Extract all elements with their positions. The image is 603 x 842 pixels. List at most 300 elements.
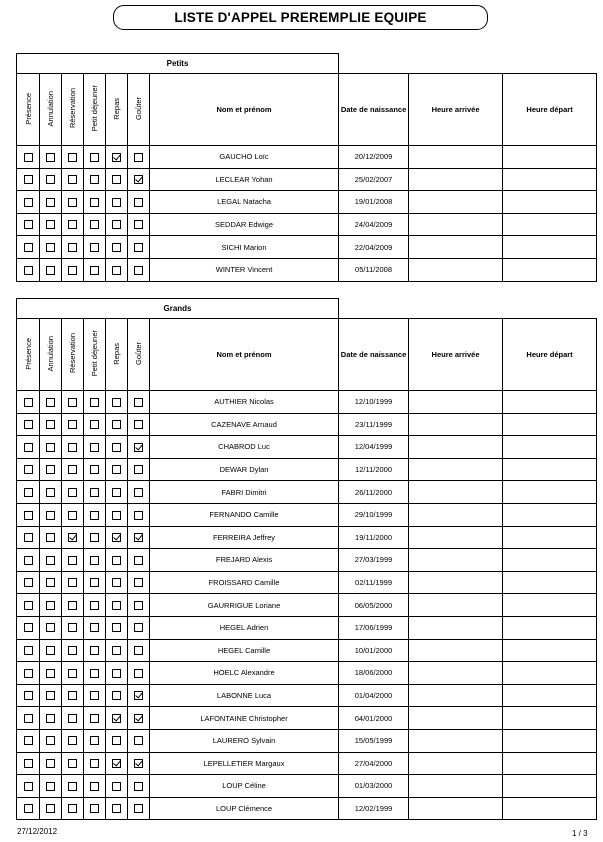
presence-checkbox[interactable] (24, 533, 33, 542)
annulation-checkbox[interactable] (46, 153, 55, 162)
reservation-checkbox[interactable] (68, 691, 77, 700)
checkbox-cell (17, 258, 40, 281)
repas-checkbox[interactable] (112, 511, 121, 520)
departure-time-field[interactable] (503, 458, 597, 481)
annulation-checkbox[interactable] (46, 220, 55, 229)
checkbox-cell (106, 168, 128, 191)
petit-dejeuner-checkbox[interactable] (90, 420, 99, 429)
checkbox-cell (106, 684, 128, 707)
page-title: LISTE D'APPEL PREREMPLIE EQUIPE (113, 5, 488, 30)
reservation-checkbox[interactable] (68, 443, 77, 452)
checkbox-cell (84, 526, 106, 549)
arrival-time-field[interactable] (409, 436, 503, 459)
arrival-time-field[interactable] (409, 191, 503, 214)
arrival-time-field[interactable] (409, 458, 503, 481)
arrival-time-field[interactable] (409, 684, 503, 707)
checkbox-cell (84, 168, 106, 191)
annulation-checkbox[interactable] (46, 669, 55, 678)
table-row (17, 526, 597, 549)
checkbox-cell (40, 707, 62, 730)
departure-time-field[interactable] (503, 549, 597, 572)
reservation-checkbox[interactable] (68, 488, 77, 497)
gouter-checkbox[interactable] (134, 243, 143, 252)
repas-checkbox[interactable] (112, 646, 121, 655)
gouter-checkbox[interactable] (134, 623, 143, 632)
departure-time-field[interactable] (503, 213, 597, 236)
checkbox-cell (17, 213, 40, 236)
table-row (17, 481, 597, 504)
repas-checkbox[interactable] (112, 175, 121, 184)
reservation-checkbox[interactable] (68, 669, 77, 678)
repas-checkbox[interactable] (112, 578, 121, 587)
checkbox-cell (62, 797, 84, 820)
arrival-time-field[interactable] (409, 503, 503, 526)
annulation-checkbox[interactable] (46, 556, 55, 565)
birth-date: 04/01/2000 (339, 707, 409, 730)
annulation-checkbox[interactable] (46, 578, 55, 587)
presence-checkbox[interactable] (24, 465, 33, 474)
departure-time-field[interactable] (503, 391, 597, 414)
departure-time-field[interactable] (503, 616, 597, 639)
presence-checkbox[interactable] (24, 736, 33, 745)
repas-checkbox[interactable] (112, 443, 121, 452)
arrival-time-field[interactable] (409, 752, 503, 775)
petit-dejeuner-checkbox[interactable] (90, 646, 99, 655)
checkbox-cell (128, 526, 150, 549)
checkbox-cell (84, 662, 106, 685)
repas-checkbox[interactable] (112, 220, 121, 229)
checkbox-cell (84, 146, 106, 169)
table-row (17, 549, 597, 572)
departure-time-field[interactable] (503, 594, 597, 617)
departure-time-field[interactable] (503, 797, 597, 820)
birth-date: 01/03/2000 (339, 775, 409, 798)
repas-checkbox[interactable] (112, 601, 121, 610)
presence-checkbox[interactable] (24, 420, 33, 429)
repas-checkbox[interactable] (112, 782, 121, 791)
gouter-checkbox[interactable] (134, 465, 143, 474)
gouter-checkbox[interactable] (134, 443, 143, 452)
petit-dejeuner-checkbox[interactable] (90, 533, 99, 542)
reservation-checkbox[interactable] (68, 511, 77, 520)
annulation-checkbox[interactable] (46, 533, 55, 542)
child-name: FABRI Dimitri (150, 481, 339, 504)
petit-dejeuner-checkbox[interactable] (90, 398, 99, 407)
arrival-time-field[interactable] (409, 549, 503, 572)
repas-checkbox[interactable] (112, 556, 121, 565)
checkbox-cell (84, 549, 106, 572)
presence-checkbox[interactable] (24, 646, 33, 655)
annulation-checkbox[interactable] (46, 691, 55, 700)
arrival-time-field[interactable] (409, 236, 503, 259)
departure-time-field[interactable] (503, 707, 597, 730)
checkbox-cell (128, 729, 150, 752)
annulation-checkbox[interactable] (46, 804, 55, 813)
gouter-checkbox[interactable] (134, 669, 143, 678)
petit-dejeuner-checkbox[interactable] (90, 601, 99, 610)
presence-checkbox[interactable] (24, 669, 33, 678)
arrival-time-field[interactable] (409, 526, 503, 549)
checkbox-cell (17, 236, 40, 259)
reservation-checkbox[interactable] (68, 175, 77, 184)
reservation-checkbox[interactable] (68, 714, 77, 723)
petit-dejeuner-checkbox[interactable] (90, 153, 99, 162)
reservation-checkbox[interactable] (68, 782, 77, 791)
column-header-label: Goûter (134, 342, 143, 365)
departure-time-field[interactable] (503, 526, 597, 549)
checkbox-cell (40, 458, 62, 481)
reservation-checkbox[interactable] (68, 759, 77, 768)
checkbox-cell (17, 503, 40, 526)
gouter-checkbox[interactable] (134, 220, 143, 229)
annulation-checkbox[interactable] (46, 511, 55, 520)
departure-time-field[interactable] (503, 639, 597, 662)
gouter-checkbox[interactable] (134, 556, 143, 565)
gouter-checkbox[interactable] (134, 578, 143, 587)
petit-dejeuner-checkbox[interactable] (90, 220, 99, 229)
presence-checkbox[interactable] (24, 511, 33, 520)
departure-time-field[interactable] (503, 503, 597, 526)
petit-dejeuner-checkbox[interactable] (90, 465, 99, 474)
reservation-checkbox[interactable] (68, 646, 77, 655)
column-header-reservation (62, 74, 84, 146)
gouter-checkbox[interactable] (134, 511, 143, 520)
gouter-checkbox[interactable] (134, 266, 143, 275)
petit-dejeuner-checkbox[interactable] (90, 691, 99, 700)
repas-checkbox[interactable] (112, 623, 121, 632)
petit-dejeuner-checkbox[interactable] (90, 198, 99, 207)
annulation-checkbox[interactable] (46, 736, 55, 745)
gouter-checkbox[interactable] (134, 488, 143, 497)
checkbox-cell (40, 639, 62, 662)
gouter-checkbox[interactable] (134, 804, 143, 813)
presence-checkbox[interactable] (24, 398, 33, 407)
column-header-label: Présence (23, 337, 33, 370)
reservation-checkbox[interactable] (68, 220, 77, 229)
gouter-checkbox[interactable] (134, 759, 143, 768)
petit-dejeuner-checkbox[interactable] (90, 714, 99, 723)
checkbox-cell (40, 503, 62, 526)
checkbox-cell (17, 639, 40, 662)
presence-checkbox[interactable] (24, 266, 33, 275)
child-name: LABONNE Luca (150, 684, 339, 707)
repas-checkbox[interactable] (112, 714, 121, 723)
departure-time-field[interactable] (503, 729, 597, 752)
arrival-time-field[interactable] (409, 594, 503, 617)
checkbox-cell (128, 213, 150, 236)
petit-dejeuner-checkbox[interactable] (90, 175, 99, 184)
repas-checkbox[interactable] (112, 488, 121, 497)
reservation-checkbox[interactable] (68, 465, 77, 474)
birth-date: 29/10/1999 (339, 503, 409, 526)
presence-checkbox[interactable] (24, 759, 33, 768)
arrival-time-field[interactable] (409, 729, 503, 752)
table-row (17, 458, 597, 481)
table-row (17, 391, 597, 414)
child-name: HOELC Alexandre (150, 662, 339, 685)
annulation-checkbox[interactable] (46, 420, 55, 429)
birth-date: 17/06/1999 (339, 616, 409, 639)
annulation-checkbox[interactable] (46, 266, 55, 275)
annulation-checkbox[interactable] (46, 601, 55, 610)
petit-dejeuner-checkbox[interactable] (90, 511, 99, 520)
presence-checkbox[interactable] (24, 243, 33, 252)
column-header-annulation (40, 319, 62, 391)
reservation-checkbox[interactable] (68, 266, 77, 275)
repas-checkbox[interactable] (112, 533, 121, 542)
checkbox-cell (84, 571, 106, 594)
arrival-time-field[interactable] (409, 213, 503, 236)
petit-dejeuner-checkbox[interactable] (90, 736, 99, 745)
column-header-label: Réservation (68, 333, 77, 374)
arrival-time-field[interactable] (409, 662, 503, 685)
arrival-time-field[interactable] (409, 775, 503, 798)
checkbox-cell (40, 571, 62, 594)
table-row (17, 684, 597, 707)
petit-dejeuner-checkbox[interactable] (90, 804, 99, 813)
child-name: LOUP Clémence (150, 797, 339, 820)
reservation-checkbox[interactable] (68, 578, 77, 587)
arrival-time-field[interactable] (409, 391, 503, 414)
departure-time-field[interactable] (503, 258, 597, 281)
arrival-time-field[interactable] (409, 168, 503, 191)
arrival-time-field[interactable] (409, 707, 503, 730)
checkbox-cell (128, 549, 150, 572)
repas-checkbox[interactable] (112, 243, 121, 252)
child-name: DEWAR Dylan (150, 458, 339, 481)
petit-dejeuner-checkbox[interactable] (90, 669, 99, 678)
checkbox-cell (17, 594, 40, 617)
annulation-checkbox[interactable] (46, 782, 55, 791)
birth-date: 12/10/1999 (339, 391, 409, 414)
annulation-checkbox[interactable] (46, 488, 55, 497)
gouter-checkbox[interactable] (134, 782, 143, 791)
column-header-label: Réservation (68, 88, 77, 129)
presence-checkbox[interactable] (24, 623, 33, 632)
presence-checkbox[interactable] (24, 175, 33, 184)
gouter-checkbox[interactable] (134, 601, 143, 610)
repas-checkbox[interactable] (112, 804, 121, 813)
table-row (17, 616, 597, 639)
presence-checkbox[interactable] (24, 804, 33, 813)
repas-checkbox[interactable] (112, 153, 121, 162)
arrival-time-field[interactable] (409, 616, 503, 639)
checkbox-cell (84, 191, 106, 214)
gouter-checkbox[interactable] (134, 153, 143, 162)
annulation-checkbox[interactable] (46, 175, 55, 184)
checkbox-cell (17, 413, 40, 436)
reservation-checkbox[interactable] (68, 736, 77, 745)
annulation-checkbox[interactable] (46, 623, 55, 632)
column-header-label: Annulation (46, 90, 55, 127)
gouter-checkbox[interactable] (134, 398, 143, 407)
gouter-checkbox[interactable] (134, 691, 143, 700)
gouter-checkbox[interactable] (134, 175, 143, 184)
checkbox-cell (128, 481, 150, 504)
birth-date: 25/02/2007 (339, 168, 409, 191)
petit-dejeuner-checkbox[interactable] (90, 759, 99, 768)
reservation-checkbox[interactable] (68, 804, 77, 813)
checkbox-cell (84, 258, 106, 281)
presence-checkbox[interactable] (24, 714, 33, 723)
departure-time-field[interactable] (503, 775, 597, 798)
footer-date: 27/12/2012 (17, 827, 58, 836)
arrival-time-field[interactable] (409, 639, 503, 662)
reservation-checkbox[interactable] (68, 243, 77, 252)
repas-checkbox[interactable] (112, 759, 121, 768)
annulation-checkbox[interactable] (46, 646, 55, 655)
reservation-checkbox[interactable] (68, 420, 77, 429)
birth-date: 18/06/2000 (339, 662, 409, 685)
annulation-checkbox[interactable] (46, 759, 55, 768)
presence-checkbox[interactable] (24, 220, 33, 229)
petit-dejeuner-checkbox[interactable] (90, 782, 99, 791)
birth-date: 10/01/2000 (339, 639, 409, 662)
presence-checkbox[interactable] (24, 578, 33, 587)
arrival-time-field[interactable] (409, 258, 503, 281)
departure-time-field[interactable] (503, 436, 597, 459)
birth-date: 27/03/1999 (339, 549, 409, 572)
repas-checkbox[interactable] (112, 669, 121, 678)
annulation-checkbox[interactable] (46, 243, 55, 252)
reservation-checkbox[interactable] (68, 398, 77, 407)
annulation-checkbox[interactable] (46, 465, 55, 474)
departure-time-field[interactable] (503, 168, 597, 191)
annulation-checkbox[interactable] (46, 398, 55, 407)
table-row (17, 503, 597, 526)
child-name: CAZENAVE Arnaud (150, 413, 339, 436)
checkbox-cell (17, 549, 40, 572)
birth-date: 15/05/1999 (339, 729, 409, 752)
child-name: LOUP Céline (150, 775, 339, 798)
reservation-checkbox[interactable] (68, 198, 77, 207)
departure-time-field[interactable] (503, 146, 597, 169)
repas-checkbox[interactable] (112, 465, 121, 474)
repas-checkbox[interactable] (112, 266, 121, 275)
table-row (17, 146, 597, 169)
gouter-checkbox[interactable] (134, 646, 143, 655)
arrival-time-field[interactable] (409, 797, 503, 820)
table-row (17, 258, 597, 281)
gouter-checkbox[interactable] (134, 198, 143, 207)
checkbox-cell (17, 797, 40, 820)
checkbox-cell (40, 191, 62, 214)
presence-checkbox[interactable] (24, 153, 33, 162)
checkbox-cell (62, 662, 84, 685)
checkbox-cell (62, 594, 84, 617)
arrival-time-field[interactable] (409, 571, 503, 594)
checkbox-cell (106, 639, 128, 662)
reservation-checkbox[interactable] (68, 601, 77, 610)
checkbox-cell (40, 236, 62, 259)
attendance-table-petits (16, 53, 597, 282)
gouter-checkbox[interactable] (134, 533, 143, 542)
petit-dejeuner-checkbox[interactable] (90, 443, 99, 452)
table-row (17, 752, 597, 775)
repas-checkbox[interactable] (112, 398, 121, 407)
presence-checkbox[interactable] (24, 601, 33, 610)
checkbox-cell (17, 391, 40, 414)
checkbox-cell (17, 168, 40, 191)
checkbox-cell (62, 707, 84, 730)
repas-checkbox[interactable] (112, 198, 121, 207)
presence-checkbox[interactable] (24, 443, 33, 452)
checkbox-cell (62, 168, 84, 191)
reservation-checkbox[interactable] (68, 623, 77, 632)
gouter-checkbox[interactable] (134, 736, 143, 745)
checkbox-cell (62, 146, 84, 169)
checkbox-cell (40, 549, 62, 572)
checkbox-cell (17, 526, 40, 549)
child-name: FERREIRA Jeffrey (150, 526, 339, 549)
petit-dejeuner-checkbox[interactable] (90, 623, 99, 632)
departure-time-field[interactable] (503, 481, 597, 504)
column-header-presence (17, 74, 40, 146)
departure-time-field[interactable] (503, 571, 597, 594)
departure-time-field[interactable] (503, 413, 597, 436)
arrival-time-field[interactable] (409, 481, 503, 504)
group-title: Grands (17, 299, 339, 319)
repas-checkbox[interactable] (112, 736, 121, 745)
presence-checkbox[interactable] (24, 782, 33, 791)
checkbox-cell (106, 526, 128, 549)
checkbox-cell (62, 684, 84, 707)
gouter-checkbox[interactable] (134, 714, 143, 723)
departure-time-field[interactable] (503, 684, 597, 707)
presence-checkbox[interactable] (24, 488, 33, 497)
repas-checkbox[interactable] (112, 420, 121, 429)
departure-time-field[interactable] (503, 662, 597, 685)
checkbox-cell (84, 752, 106, 775)
petit-dejeuner-checkbox[interactable] (90, 488, 99, 497)
presence-checkbox[interactable] (24, 691, 33, 700)
checkbox-cell (17, 729, 40, 752)
petit-dejeuner-checkbox[interactable] (90, 578, 99, 587)
reservation-checkbox[interactable] (68, 533, 77, 542)
column-header-presence (17, 319, 40, 391)
arrival-time-field[interactable] (409, 413, 503, 436)
reservation-checkbox[interactable] (68, 556, 77, 565)
column-header-label: Goûter (134, 97, 143, 120)
child-name: GAUCHO Loïc (150, 146, 339, 169)
table-row (17, 707, 597, 730)
reservation-checkbox[interactable] (68, 153, 77, 162)
checkbox-cell (128, 639, 150, 662)
departure-time-field[interactable] (503, 752, 597, 775)
column-header-gouter (128, 74, 150, 146)
repas-checkbox[interactable] (112, 691, 121, 700)
petit-dejeuner-checkbox[interactable] (90, 556, 99, 565)
column-header-repas (106, 319, 128, 391)
checkbox-cell (40, 168, 62, 191)
checkbox-cell (128, 236, 150, 259)
presence-checkbox[interactable] (24, 198, 33, 207)
annulation-checkbox[interactable] (46, 198, 55, 207)
birth-date: 02/11/1999 (339, 571, 409, 594)
petit-dejeuner-checkbox[interactable] (90, 266, 99, 275)
presence-checkbox[interactable] (24, 556, 33, 565)
petit-dejeuner-checkbox[interactable] (90, 243, 99, 252)
gouter-checkbox[interactable] (134, 420, 143, 429)
arrival-time-field[interactable] (409, 146, 503, 169)
departure-time-field[interactable] (503, 236, 597, 259)
column-header-depart: Heure départ (503, 319, 597, 391)
annulation-checkbox[interactable] (46, 714, 55, 723)
checkbox-cell (62, 391, 84, 414)
checkbox-cell (84, 436, 106, 459)
departure-time-field[interactable] (503, 191, 597, 214)
annulation-checkbox[interactable] (46, 443, 55, 452)
